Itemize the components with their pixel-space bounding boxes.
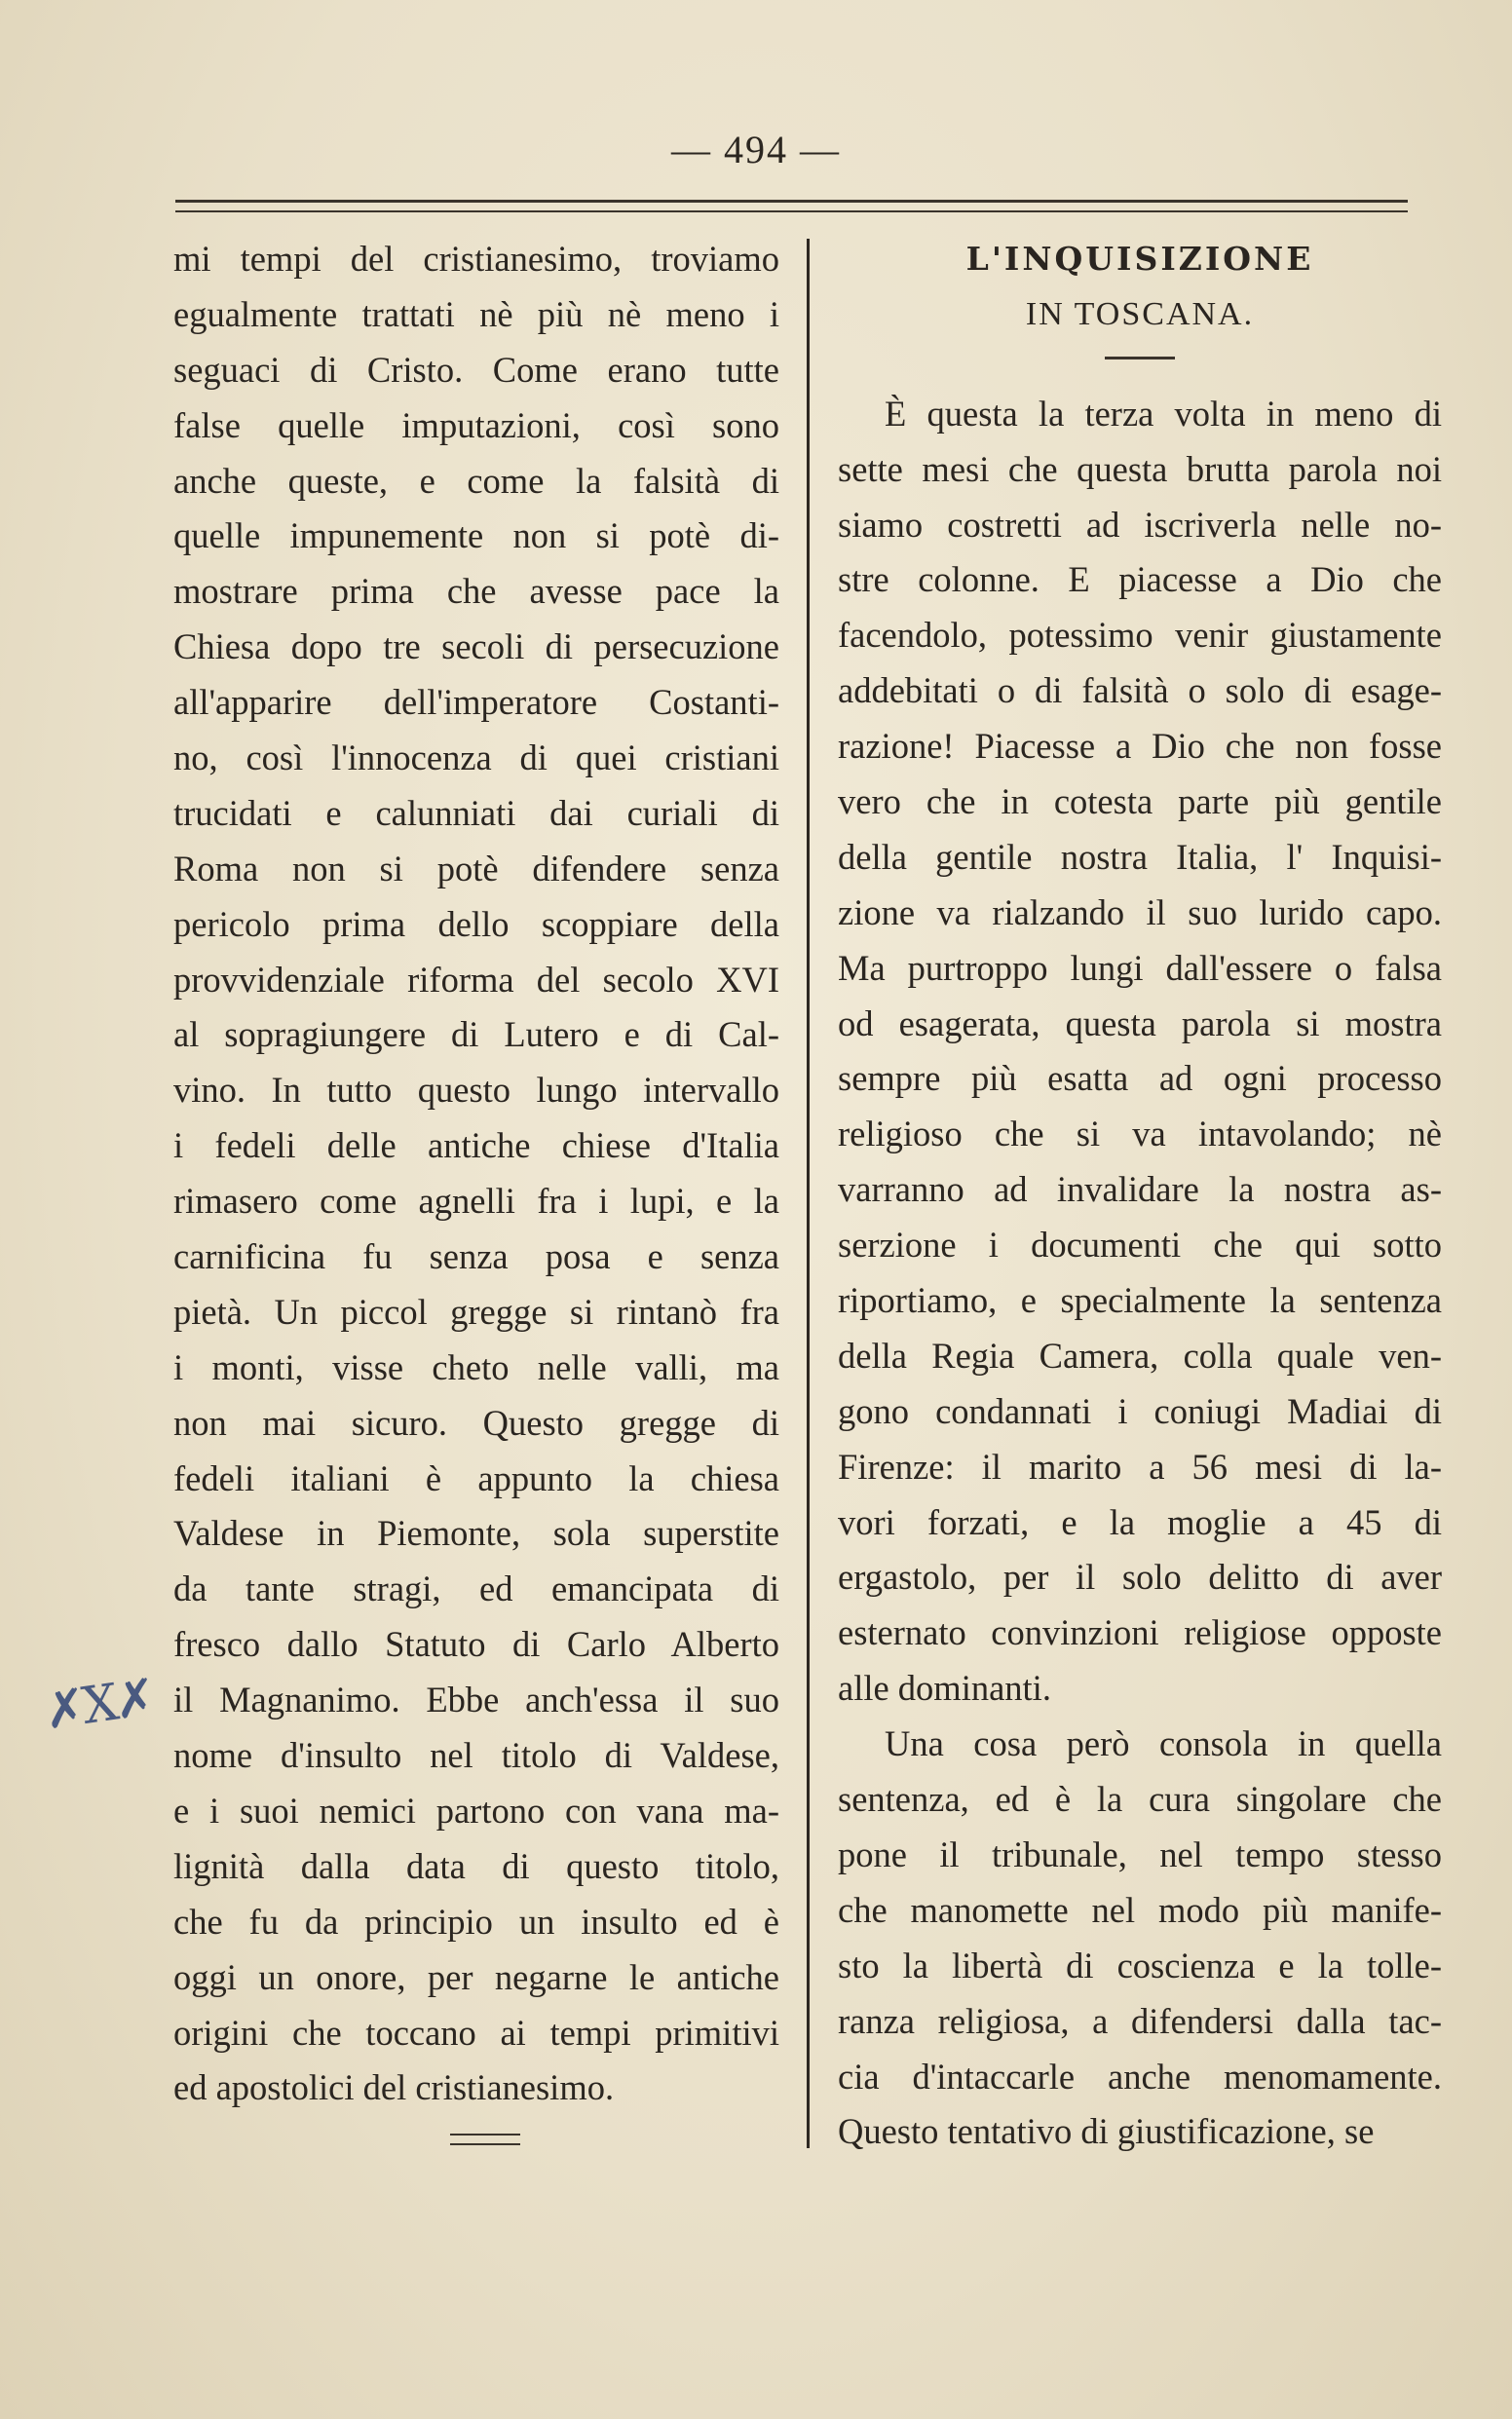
text-line: esternato convinzioni religiose opposte (838, 1612, 1442, 1653)
text-line: serzione i documenti che qui sotto (838, 1225, 1442, 1266)
text-line: all'apparire dell'imperatore Costanti- (173, 682, 779, 723)
text-line: Questo tentativo di giustificazione, se (838, 2111, 1375, 2152)
text-line: della Regia Camera, colla quale ven- (838, 1335, 1442, 1376)
text-line: vori forzati, e la moglie a 45 di (838, 1501, 1442, 1542)
text-line: Chiesa dopo tre secoli di persecuzione (173, 626, 779, 667)
text-line: al sopragiungere di Lutero e di Cal- (173, 1014, 779, 1055)
text-line: egualmente trattati nè più nè meno i (173, 293, 779, 334)
column-divider (807, 239, 810, 2148)
text-line: anche queste, e come la falsità di (173, 460, 779, 501)
article-title: L'INQUISIZIONE (965, 240, 1314, 278)
text-line: pietà. Un piccol gregge si rintanò fra (173, 1291, 779, 1332)
text-line: vero che in cotesta parte più gentile (838, 781, 1442, 822)
article-paragraph-1 (838, 387, 1442, 1717)
page-number: — 494 — (671, 128, 841, 171)
text-line: mi tempi del cristianesimo, troviamo (173, 239, 779, 279)
text-line: e i suoi nemici partono con vana ma- (173, 1790, 779, 1831)
text-line: pone il tribunale, nel tempo stesso (838, 1833, 1442, 1874)
text-line: no, così l'innocenza di quei cristiani (173, 737, 779, 778)
text-line: facendolo, potessimo venir giustamente (838, 615, 1442, 656)
text-line: sette mesi che questa brutta parola noi (838, 448, 1442, 489)
text-line: i fedeli delle antiche chiese d'Italia (173, 1125, 779, 1166)
text-line: da tante stragi, ed emancipata di (173, 1569, 779, 1609)
handwritten-margin-note: ✗X✗ (40, 1668, 157, 1742)
left-column (173, 232, 779, 2116)
text-line: oggi un onore, per negarne le antiche (173, 1956, 779, 1997)
text-line: zione va rialzando il suo lurido capo. (838, 891, 1442, 932)
text-line: sempre più esatta ad ogni processo (838, 1058, 1442, 1099)
text-line: ranza religiosa, a difendersi dalla tac- (838, 2000, 1442, 2041)
text-line: false quelle imputazioni, così sono (173, 404, 779, 445)
text-line: pericolo prima dello scoppiare della (173, 903, 779, 944)
text-line: carnificina fu senza posa e senza (173, 1236, 779, 1277)
title-rule (1105, 357, 1175, 359)
text-line: gono condannati i coniugi Madiai di (838, 1390, 1442, 1431)
text-line: fresco dallo Statuto di Carlo Alberto (173, 1624, 779, 1665)
text-line: Valdese in Piemonte, sola superstite (173, 1513, 779, 1554)
text-line: stre colonne. E piacesse a Dio che (838, 559, 1442, 600)
text-line: od esagerata, questa parola si mostra (838, 1002, 1442, 1043)
text-line: che manomette nel modo più manife- (838, 1889, 1442, 1930)
text-line: i monti, visse cheto nelle valli, ma (173, 1346, 779, 1387)
text-line: Una cosa però consola in quella (885, 1723, 1442, 1764)
text-line: ed apostolici del cristianesimo. (173, 2067, 615, 2108)
text-line: provvidenziale riforma del secolo XVI (173, 959, 779, 1000)
text-line: mostrare prima che avesse pace la (173, 571, 779, 612)
text-line: varranno ad invalidare la nostra as- (838, 1169, 1442, 1210)
article-paragraph-2 (838, 1717, 1442, 2160)
text-line: della gentile nostra Italia, l' Inquisi- (838, 836, 1442, 877)
text-line: Roma non si potè difendere senza (173, 848, 779, 888)
text-line: razione! Piacesse a Dio che non fosse (838, 726, 1442, 767)
text-line: Firenze: il marito a 56 mesi di la- (838, 1446, 1442, 1487)
text-line: È questa la terza volta in meno di (885, 393, 1442, 434)
text-line: siamo costretti ad iscriverla nelle no- (838, 504, 1442, 545)
text-line: rimasero come agnelli fra i lupi, e la (173, 1181, 779, 1222)
text-line: non mai sicuro. Questo gregge di (173, 1402, 779, 1443)
text-line: nome d'insulto nel titolo di Valdese, (173, 1735, 779, 1776)
text-line: cia d'intaccarle anche menomamente. (838, 2056, 1442, 2097)
text-line: addebitati o di falsità o solo di esage- (838, 670, 1442, 711)
right-column (838, 232, 1442, 2160)
text-line: seguaci di Cristo. Come erano tutte (173, 349, 779, 390)
header-rule (175, 200, 1408, 212)
text-line: il Magnanimo. Ebbe anch'essa il suo (173, 1680, 779, 1720)
text-line: lignità dalla data di questo titolo, (173, 1845, 779, 1886)
text-line: alle dominanti. (838, 1668, 1051, 1709)
text-line: trucidati e calunniati dai curiali di (173, 792, 779, 833)
article-subtitle: IN TOSCANA. (1025, 295, 1255, 332)
text-line: quelle impunemente non si potè di- (173, 515, 779, 556)
text-line: vino. In tutto questo lungo intervallo (173, 1070, 779, 1111)
text-line: ergastolo, per il solo delitto di aver (838, 1557, 1442, 1598)
end-of-article-mark (450, 2134, 520, 2145)
text-line: sentenza, ed è la cura singolare che (838, 1779, 1442, 1820)
text-line: sto la libertà di coscienza e la tolle- (838, 1945, 1442, 1985)
text-line: origini che toccano ai tempi primitivi (173, 2012, 779, 2053)
text-line: fedeli italiani è appunto la chiesa (173, 1457, 779, 1498)
text-line: riportiamo, e specialmente la sentenza (838, 1280, 1442, 1321)
text-line: che fu da principio un insulto ed è (173, 1901, 779, 1942)
text-line: religioso che si va intavolando; nè (838, 1114, 1442, 1154)
text-line: Ma purtroppo lungi dall'essere o falsa (838, 947, 1442, 988)
